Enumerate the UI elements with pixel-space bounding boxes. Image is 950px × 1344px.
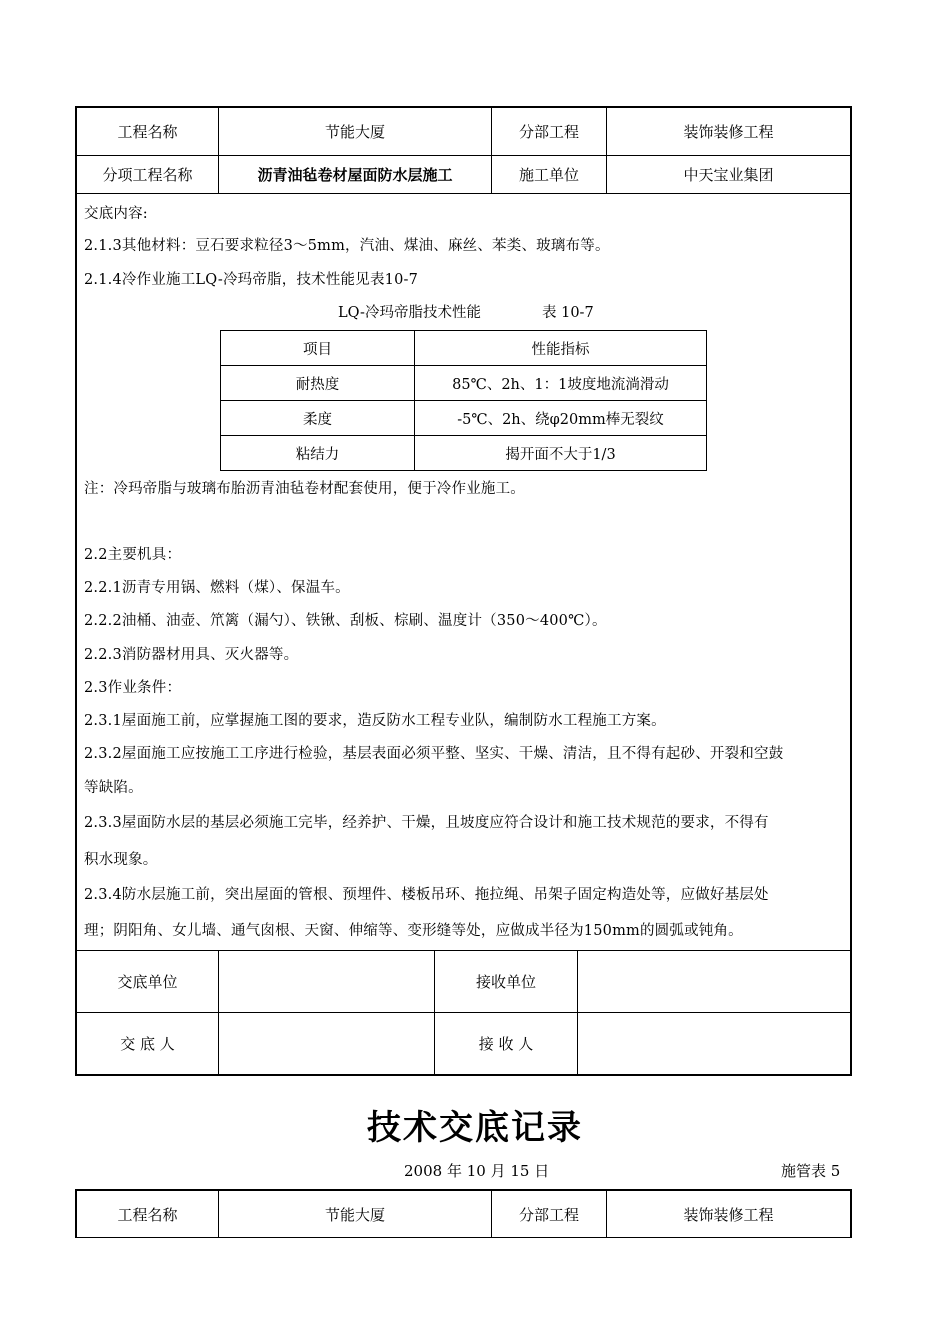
content-line: 等缺陷。 (84, 780, 143, 796)
receiving-unit-label: 接收单位 (475, 973, 536, 991)
content-heading: 交底内容: (84, 206, 148, 222)
spec-value: 揭开面不大于1/3 (505, 446, 616, 463)
record-title: 技术交底记录 (367, 1108, 583, 1148)
content-line: 2.3.1屋面施工前，应掌握施工图的要求，造反防水工程专业队，编制防水工程施工方案。 (84, 713, 666, 729)
project-name-value: 节能大厦 (324, 1205, 385, 1224)
content-line: 2.3.2屋面施工应按施工工序进行检验，基层表面必须平整、坚实、干燥、清洁，且不得有起砂、开裂和空鼓 (84, 746, 784, 762)
handover-person-value[interactable] (219, 1013, 434, 1074)
content-line: 2.3.4防水层施工前，突出屋面的管根、预埋件、楼板吊环、拖拉绳、吊架子固定构造处等，应做好基层处 (84, 887, 769, 903)
content-line: 2.3作业条件： (84, 680, 182, 696)
content-line: 2.1.3其他材料：豆石要求粒径3～5mm，汽油、煤油、麻丝、苯类、玻璃布等。 (84, 238, 610, 254)
handover-person-label: 交 底 人 (120, 1035, 175, 1053)
spec-border (220, 470, 707, 471)
form-number: 施管表 5 (781, 1162, 841, 1180)
table-border-left (75, 106, 77, 1076)
spec-value: 85℃、2h、1：1坡度地流淌滑动 (452, 376, 669, 393)
contractor-label: 施工单位 (518, 166, 579, 184)
subitem-value: 沥青油毡卷材屋面防水层施工 (257, 166, 453, 184)
receiving-unit-value[interactable] (578, 951, 850, 1012)
content-line: 理；阴阳角、女儿墙、通气囱根、天窗、伸缩等、变形缝等处，应做成半径为150mm的圆弧或钝角。 (84, 923, 743, 939)
spec-value: -5℃、2h、绕φ20mm棒无裂纹 (457, 411, 664, 428)
content-line: 2.1.4冷作业施工LQ-冷玛帝脂，技术性能见表10-7 (84, 272, 419, 288)
spec-item: 柔度 (303, 411, 332, 428)
spec-item: 耐热度 (295, 376, 340, 393)
project-name-label: 工程名称 (117, 123, 178, 141)
spec-table-number: 表 10-7 (542, 305, 594, 321)
subitem-label: 分项工程名称 (102, 166, 193, 184)
content-line: 2.2.1沥青专用锅、燃料（煤）、保温车。 (84, 580, 350, 596)
content-line: 2.3.3屋面防水层的基层必须施工完毕，经养护、干燥，且坡度应符合设计和施工技术规范的要求，不得有 (84, 815, 769, 831)
spec-item: 粘结力 (295, 446, 340, 463)
content-line: 2.2主要机具： (84, 547, 182, 563)
handover-unit-label: 交底单位 (117, 973, 178, 991)
contractor-value: 中天宝业集团 (683, 166, 774, 184)
receiver-label: 接 收 人 (478, 1035, 534, 1053)
table-border-bottom (75, 1074, 852, 1076)
content-line: 积水现象。 (84, 852, 158, 868)
receiver-value[interactable] (578, 1013, 850, 1074)
record-date: 2008 年 10 月 15 日 (404, 1162, 550, 1180)
table-border-right (850, 106, 852, 1076)
division-value: 装饰装修工程 (683, 1205, 774, 1224)
spec-border (706, 330, 707, 471)
content-line: 2.2.3消防器材用具、灭火器等。 (84, 647, 299, 663)
table-border-right (850, 1189, 852, 1238)
table-border-bottom (75, 1237, 852, 1238)
division-value: 装饰装修工程 (683, 123, 774, 141)
spec-header: 性能指标 (531, 341, 590, 358)
division-label: 分部工程 (518, 123, 579, 141)
handover-unit-value[interactable] (219, 951, 434, 1012)
content-note: 注：冷玛帝脂与玻璃布胎沥青油毡卷材配套使用，便于冷作业施工。 (84, 481, 525, 497)
project-name-value: 节能大厦 (324, 123, 385, 141)
row-divider (75, 193, 852, 194)
project-name-label: 工程名称 (117, 1205, 178, 1224)
spec-header: 项目 (303, 341, 332, 358)
spec-table-caption: LQ-冷玛帝脂技术性能 (338, 305, 481, 321)
division-label: 分部工程 (518, 1205, 579, 1224)
content-line: 2.2.2油桶、油壶、笊篱（漏勺）、铁锹、刮板、棕刷、温度计（350～400℃）。 (84, 613, 607, 629)
